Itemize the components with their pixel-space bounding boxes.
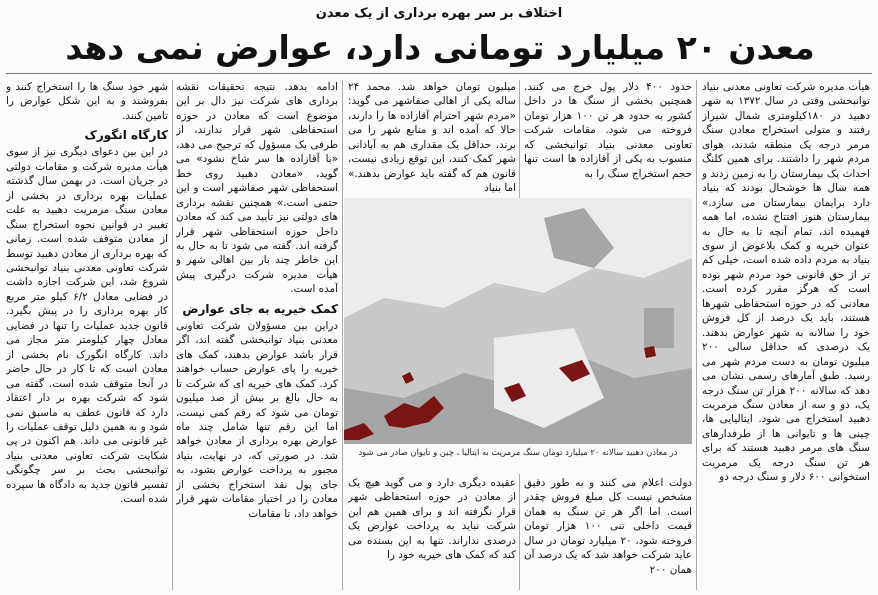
column-3-top-text: میلیون تومان خواهد شد. محمد ۲۴ ساله یکی از اهالی صفاشهر می گوید: «مردم شهر احترام آقازاده ها را دارند، حالا که آمده اند و منابع شهر را می برند، حداقل یک مقداری هم به آبادانی شهر کمک کنند، این توقع زیادی نیست، قانون هم که گفته باید عوارض بدهند.» اما بنیاد [348,81,516,195]
column-2-bottom-text: دولت اعلام می کنند و به طور دقیق مشخص نیست کل مبلغ فروش چقدر است. اما اگر هر تن سنگ به همان قیمت داخلی تنی ۱۰۰ هزار تومان فروخته شود، ۲۰ میلیارد تومان در سال عاید شرکت خواهد شد که یک درصد آن همان ۲۰۰ [524,477,692,576]
article-headline: معدن ۲۰ میلیارد تومانی دارد، عوارض نمی دهد [65,28,815,67]
headline-rule [6,73,872,74]
article-column-3-bottom [348,476,516,592]
column-2-top-text: حدود ۴۰۰ دلار پول خرج می کنند. همچنین بخشی از سنگ ها در داخل کشور به حدود هر تن ۱۰۰ هزار تومان فروخته می شود. مقامات شرکت تعاونی معدنی بنیاد توانبخشی که منسوب به یکی از آقازاده ها است تنها حجم استخراج سنگ را به [524,81,692,180]
article-column-2-bottom [524,476,692,592]
column-divider [172,80,173,590]
column-1-text: هیأت مدیره شرکت تعاونی معدنی بنیاد توانبخشی وقتی در سال ۱۳۷۲ به شهر دهبید در ۱۸۰کیلومتری شمال شیراز رفتند و متولی استخراج معادن سنگ مرمر درجه یک منطقه شدند، هوای مردم شهر را داشتند. برای همین کلنگ احداث یک بیمارستان را به زمین زدند و همه سال ها خوشحال بودند که بنیاد دارد برایمان بیمارستان می سازد.» بیمارستان هنوز افتتاح نشده، اما همه فهمیده اند، تمام آنچه تا به حال به عنوان خیریه و کمک بلاعوض از سوی بنیاد به مردم داده شده است، خیلی کم تر از حق قانونی خود مردم شهر بوده است که هرگز مقرر کرده است. معادنی که در حوزه استحفاظی شهرها هستند، باید یک درصد از کل فروش خود را سالانه به شهر عوارض بدهند. یک درصدی که حداقل سالی ۲۰۰ میلیون تومان به دست مردم شهر می رسید. طبق آمارهای رسمی نشان می دهد که سالانه ۲۰۰ هزار تن سنگ درجه یک، دو و سه از معادن سنگ مرمریت دهبید استخراج می شود. ایتالیایی ها، چینی ها و تایوانی ها از طرفدارهای سنگ های مرمر دهبید هستند که برای هر تن سنگ درجه یک مرمریت استخوانی ۶۰۰ دلار و سنگ درجه دو [702,81,870,484]
column-5-text-continued: در این بین دعوای دیگری نیز از سوی هیأت مدیره شرکت و مقامات دولتی در جریان است. در بهمن سال گذشته عملیات بهره برداری در بخشی از معادن سنگ مرمریت دهبید به علت تغییر در قوانین نحوه استخراج سنگ از معادن متوقف شده است. زمانی که بهره برداری از معادن دهبید توسط شرکت تعاونی معدنی بنیاد توانبخشی شروع شد، این شرکت اجازه داشت در فضایی معادل ۶/۲ کیلو متر مربع کار بهره برداری را در پیش بگیرد. قانون جدید عملیات را تنها در فضایی معادل چهار کیلومتر متر مجاز می داند. کارگاه انگورک نام بخشی از معادن است که تا کار در حال حاضر در آنجا متوقف شده است. گفته می شود که شرکت بهره بر دار اعتقاد دارد که قانون عطف به ماسبق نمی شود و به همین دلیل توقف عملیات را غیر قانونی می داند. هم اکنون در پی شکایت شرکت تعاونی معدنی بنیاد توانبخشی بحث بر سر چگونگی تفسیر قانون جدید به دادگاه ها سپرده شده است. [6,146,168,506]
article-column-4 [176,80,338,592]
subheading-charity: کمک خیریه به جای عوارض [182,301,338,316]
marble-quarry-image [344,198,692,444]
column-divider [519,80,520,198]
column-divider [696,80,697,590]
mine-photo [344,198,692,444]
subheading-angurak-workshop: کارگاه انگورک [84,128,168,143]
article-column-5 [6,80,168,592]
column-4-text-continued: دراین بین مسؤولان شرکت تعاونی معدنی بنیاد توانبخشی گفته اند، اگر قرار باشد عوارض بدهند، کمک های خیریه را پای عوارض حساب خواهند کرد. کمک های خیریه ای که شرکت تا به حال بالغ بر بیش از صد میلیون تومان می شود که رقم کمی نیست، اما این رقم تنها شامل چند ماه عوارض بهره برداری از معادن خواهد شد. در صورتی که، در نهایت، بنیاد مجبور به پرداخت عوارض بشود، به جای پول نقد استخراج بخشی از معادن را در اختیار مقامات شهر قرار خواهد داد، تا مقامات [176,319,338,520]
column-3-bottom-text: عقیده دیگری دارد و می گوید هیچ یک از معادن در حوزه استحفاظی شهر قرار نگرفته اند و برای همین هم این شرکت نباید به پرداخت عوارض یک درصدی نداراند. تنها به این بسنده می کند که کمک های خیریه خود را [348,477,516,562]
article-column-2-top [524,80,692,196]
article-column-3-top [348,80,516,196]
column-divider [519,474,520,590]
column-divider [342,80,343,590]
column-4-text: ادامه بدهد. نتیجه تحقیقات نقشه برداری های شرکت نیز دال بر این موضوع است که معادن در حوزه استحفاظی شهر قرار ندارند، از طرفی یک مسؤول که ترجیح می دهد، «با آقازاده ها سر شاخ نشود» می گوید، «معادن دهبید روی خط استحفاظی شهر صفاشهر است و این حتمی است.» همچنین نقشه برداری های دولتی نیز تأیید می کند که معادن داخل حوزه استحفاظی شهر قرار گرفته اند. گفته می شود تا به حال به این خاطر چند بار بین اهالی شهر و هیأت مدیره شرکت درگیری پیش آمده است. [176,81,338,296]
article-kicker: اختلاف بر سر بهره برداری از یک معدن [315,6,563,21]
column-5-text: شهر خود سنگ ها را استخراج کنند و بفروشند و به این شکل عوارض را تامین کنند. [6,81,168,122]
photo-caption: در معادن دهبید سالانه ۲۰ میلیارد تومان سنگ مرمریت به ایتالیا ، چین و تایوان صادر می شود [358,447,678,457]
article-column-1 [702,80,870,592]
